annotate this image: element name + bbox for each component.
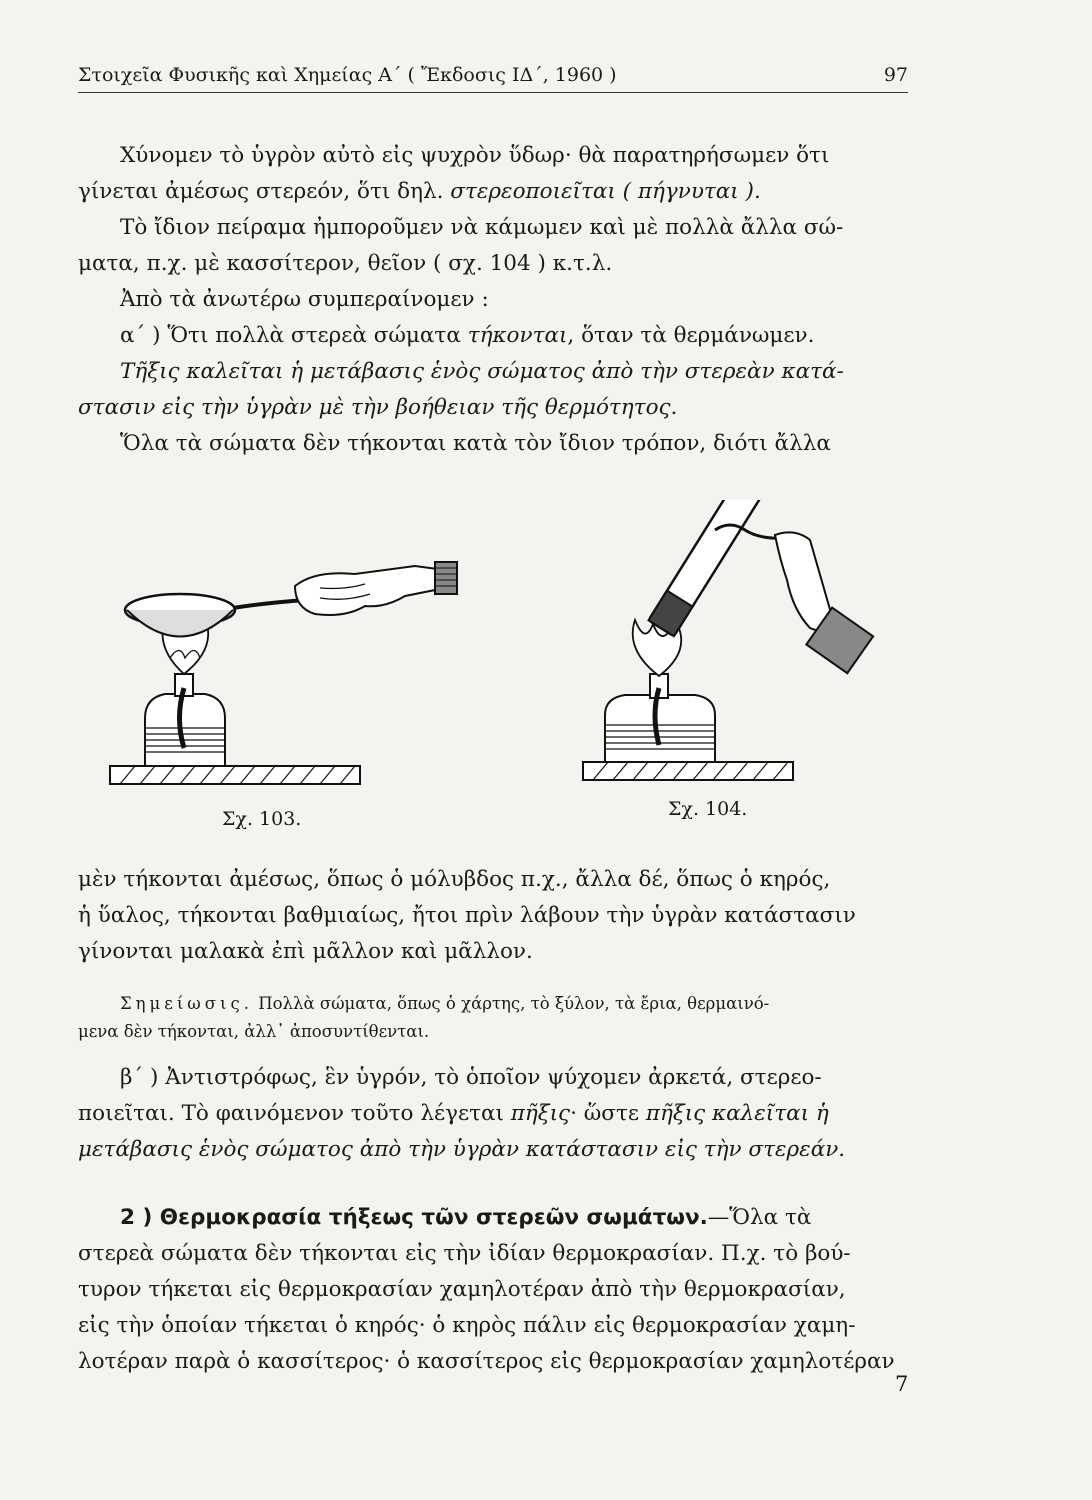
definition-melting-line: στασιν εἰς τὴν ὑγρὰν μὲ τὴν βοήθειαν τῆς θερμότητος. bbox=[78, 395, 678, 420]
figure-104-illustration bbox=[575, 500, 905, 790]
figure-103-caption: Σχ. 103. bbox=[222, 808, 302, 830]
text-line: ποιεῖται. Τὸ φαινόμενον τοῦτο λέγεται πῆξις· ὥστε πῆξις καλεῖται ἡ bbox=[78, 1101, 829, 1126]
paragraph-melting-types bbox=[78, 862, 928, 970]
figure-103-illustration bbox=[105, 548, 475, 793]
definition-melting-line: Τῆξις καλεῖται ἡ μετάβασις ἑνὸς σώματος ἀπὸ τὴν στερεὰν κατά- bbox=[120, 359, 844, 384]
text-line: Ὅλα τὰ σώματα δὲν τήκονται κατὰ τὸν ἴδιον τρόπον, διότι ἄλλα bbox=[120, 431, 831, 456]
note-label: Σημείωσις. bbox=[120, 994, 253, 1013]
section-heading: 2 ) Θερμοκρασία τήξεως τῶν στερεῶν σωμάτων.—Ὅλα τὰ bbox=[120, 1205, 812, 1230]
header-title: Στοιχεῖα Φυσικῆς καὶ Χημείας Α΄ ( Ἔκδοσις ΙΔ΄, 1960 ) bbox=[78, 64, 617, 86]
text-line: μενα δὲν τήκονται, ἀλλ᾽ ἀποσυντίθενται. bbox=[78, 1022, 430, 1041]
text-line: ἡ ὕαλος, τήκονται βαθμιαίως, ἤτοι πρὶν λάβουν τὴν ὑγρὰν κατάστασιν bbox=[78, 903, 856, 928]
signature-mark: 7 bbox=[895, 1372, 909, 1396]
note-decomposition bbox=[78, 990, 928, 1046]
text-line: β΄ ) Ἀντιστρόφως, ἓν ὑγρόν, τὸ ὁποῖον ψύχομεν ἀρκετά, στερεο- bbox=[120, 1065, 822, 1090]
text-line: τυρον τήκεται εἰς θερμοκρασίαν χαμηλοτέραν ἀπὸ τὴν θερμοκρασίαν, bbox=[78, 1277, 846, 1302]
text-line: εἰς τὴν ὁποίαν τήκεται ὁ κηρός· ὁ κηρὸς πάλιν εἰς θερμοκρασίαν χαμη- bbox=[78, 1313, 856, 1338]
text-line: στερεὰ σώματα δὲν τήκονται εἰς τὴν ἰδίαν θερμοκρασίαν. Π.χ. τὸ βού- bbox=[78, 1241, 851, 1266]
conclusion-b bbox=[78, 1060, 928, 1168]
page-number: 97 bbox=[883, 64, 908, 86]
paragraph-solidify bbox=[78, 138, 928, 462]
text-line: γίνονται μαλακὰ ἐπὶ μᾶλλον καὶ μᾶλλον. bbox=[78, 939, 533, 964]
conclusion-a: α΄ ) Ὅτι πολλὰ στερεὰ σώματα τήκονται, ὅταν τὰ θερμάνωμεν. bbox=[120, 323, 815, 348]
text-line: Χύνομεν τὸ ὑγρὸν αὐτὸ εἰς ψυχρὸν ὕδωρ· θὰ παρατηρήσωμεν ὅτι bbox=[120, 143, 830, 168]
running-header bbox=[78, 64, 908, 93]
text-line: γίνεται ἀμέσως στερεόν, ὅτι δηλ. στερεοποιεῖται ( πήγνυται ). bbox=[78, 179, 761, 204]
text-line: Σημείωσις. Πολλὰ σώματα, ὅπως ὁ χάρτης, τὸ ξύλον, τὰ ἔρια, θερμαινό- bbox=[120, 994, 770, 1013]
text-line: Ἀπὸ τὰ ἀνωτέρω συμπεραίνομεν : bbox=[120, 287, 489, 312]
text-line: λοτέραν παρὰ ὁ κασσίτερος· ὁ κασσίτερος εἰς θερμοκρασίαν χαμηλοτέραν bbox=[78, 1349, 895, 1374]
text-line: Τὸ ἴδιον πείραμα ἠμποροῦμεν νὰ κάμωμεν καὶ μὲ πολλὰ ἄλλα σώ- bbox=[120, 215, 844, 240]
figure-104-caption: Σχ. 104. bbox=[668, 798, 748, 820]
text-line: μετάβασις ἑνὸς σώματος ἀπὸ τὴν ὑγρὰν κατάστασιν εἰς τὴν στερεάν. bbox=[78, 1137, 846, 1162]
section-2 bbox=[78, 1200, 928, 1380]
text-line: μὲν τήκονται ἀμέσως, ὅπως ὁ μόλυβδος π.χ., ἄλλα δέ, ὅπως ὁ κηρός, bbox=[78, 867, 831, 892]
text-line: ματα, π.χ. μὲ κασσίτερον, θεῖον ( σχ. 104 ) κ.τ.λ. bbox=[78, 251, 613, 276]
